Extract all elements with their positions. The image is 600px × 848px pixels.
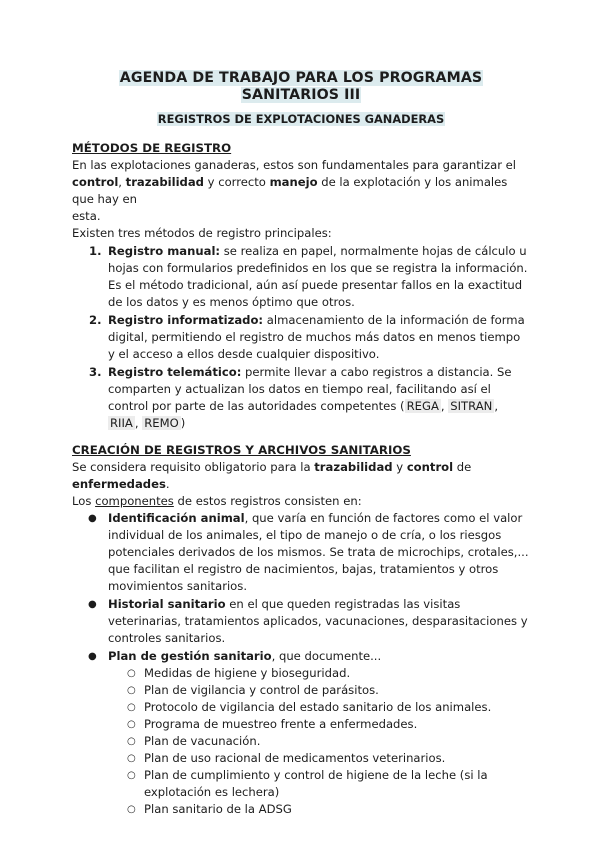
component-label: Identificación animal xyxy=(108,511,245,525)
circle-bullet-icon: ○ xyxy=(127,770,136,781)
circle-bullet-icon: ○ xyxy=(127,753,136,764)
comp-text: Los xyxy=(72,494,96,508)
component-text: , que varía en función de factores como el valor individual de los animales, el tipo de manejo o de cría, o los riesgos potenciales derivados de los mismos. Se trata de microchips, crotales,... que facilitan el registro de nacimientos, bajas, tratamientos y otros movimientos sanitarios. xyxy=(108,511,529,593)
keyword-trazabilidad: trazabilidad xyxy=(314,460,393,474)
method-text: permite llevar a cabo registros a distancia. Se comparten y actualizan los datos en tiempo real, facilitando así el control por parte de las autoridades competentes ( xyxy=(108,365,512,413)
circle-bullet-icon: ○ xyxy=(127,702,136,713)
method-text: se realiza en papel, normalmente hojas de cálculo u hojas con formularios predefinidos en los que se registra la información. Es el método tradicional, aún así puede presentar fallos en la exactitud de los datos y es menos óptimo que otros. xyxy=(108,244,528,309)
section-heading-metodos: MÉTODOS DE REGISTRO xyxy=(72,141,232,155)
list-number: 2. xyxy=(89,313,102,327)
method-text: almacenamiento de la información de forma digital, permitiendo el registro de muchos más datos en menos tiempo y el acceso a ellos desde cualquier dispositivo. xyxy=(108,313,525,361)
sublist-item xyxy=(108,767,530,801)
req-period: . xyxy=(165,477,170,491)
sublist-item xyxy=(108,750,530,767)
code-sitran: SITRAN xyxy=(450,399,493,413)
intro-paragraph xyxy=(72,157,530,225)
intro-line-c: esta. xyxy=(72,209,101,223)
list-number: 3. xyxy=(89,365,102,379)
bullet-icon: ● xyxy=(88,651,97,662)
code-sep: , xyxy=(134,416,143,430)
sublist-item xyxy=(108,699,530,716)
section-heading-creacion: CREACIÓN DE REGISTROS Y ARCHIVOS SANITARIOS xyxy=(72,443,411,457)
req-connector: de xyxy=(453,460,472,474)
code-remo: REMO xyxy=(144,416,179,430)
list-item xyxy=(72,510,530,595)
sublist-text: Protocolo de vigilancia del estado sanitario de los animales. xyxy=(144,700,492,714)
sublist-text: Plan de vigilancia y control de parásitos. xyxy=(144,683,379,697)
list-item xyxy=(72,312,530,363)
sublist-item xyxy=(108,665,530,682)
list-item xyxy=(72,243,530,311)
intro-connector: y correcto xyxy=(203,175,270,189)
sublist-item xyxy=(108,801,530,818)
component-text: , que documente... xyxy=(271,649,382,663)
subtitle-text: REGISTROS DE EXPLOTACIONES GANADERAS xyxy=(157,112,445,126)
list-item xyxy=(72,364,530,432)
code-riia: RIIA xyxy=(110,416,133,430)
keyword-control: control xyxy=(406,460,454,474)
requisito-line xyxy=(72,459,530,493)
intro-sep: , xyxy=(118,175,126,189)
circle-bullet-icon: ○ xyxy=(127,719,136,730)
list-item xyxy=(72,648,530,818)
page-subtitle xyxy=(72,111,530,127)
plan-sublist xyxy=(108,665,530,818)
methods-list xyxy=(72,243,530,432)
comp-text-rest: de estos registros consisten en: xyxy=(173,494,362,508)
sublist-text: Plan sanitario de la ADSG xyxy=(144,802,292,816)
circle-bullet-icon: ○ xyxy=(127,685,136,696)
title-line-2: SANITARIOS III xyxy=(241,87,361,103)
sublist-item xyxy=(108,682,530,699)
keyword-componentes: componentes xyxy=(95,494,174,508)
sublist-item xyxy=(108,733,530,750)
title-line-1: AGENDA DE TRABAJO PARA LOS PROGRAMAS xyxy=(119,70,483,86)
keyword-trazabilidad: trazabilidad xyxy=(125,175,204,189)
method-label: Registro informatizado: xyxy=(108,313,264,327)
component-text: en el que queden registradas las visitas veterinarias, tratamientos aplicados, vacunaciones, desparasitaciones y controles sanitarios. xyxy=(108,597,528,645)
sublist-item xyxy=(108,716,530,733)
sublist-text: Medidas de higiene y bioseguridad. xyxy=(144,666,351,680)
list-item xyxy=(72,596,530,647)
sublist-text: Plan de vacunación. xyxy=(144,734,261,748)
bullet-icon: ● xyxy=(88,513,97,524)
method-label: Registro telemático: xyxy=(108,365,242,379)
components-list xyxy=(72,510,530,818)
existen-line: Existen tres métodos de registro principales: xyxy=(72,226,332,240)
keyword-enfermedades: enfermedades xyxy=(72,477,166,491)
req-connector: y xyxy=(392,460,407,474)
page-title xyxy=(72,70,530,104)
req-text: Se considera requisito obligatorio para la xyxy=(72,460,315,474)
close-paren: ) xyxy=(180,416,186,430)
component-label: Plan de gestión sanitario xyxy=(108,649,272,663)
componentes-line xyxy=(72,493,530,510)
method-label: Registro manual: xyxy=(108,244,221,258)
sublist-text: Plan de uso racional de medicamentos veterinarios. xyxy=(144,751,446,765)
circle-bullet-icon: ○ xyxy=(127,804,136,815)
keyword-control: control xyxy=(72,175,119,189)
keyword-manejo: manejo xyxy=(269,175,318,189)
code-sep: , xyxy=(494,399,498,413)
intro-line-b-rest: de la explotación y los animales que hay en xyxy=(72,175,508,206)
code-rega: REGA xyxy=(406,399,439,413)
intro-line-a: En las explotaciones ganaderas, estos son fundamentales para garantizar el xyxy=(72,158,517,172)
sublist-text: Programa de muestreo frente a enfermedades. xyxy=(144,717,418,731)
bullet-icon: ● xyxy=(88,599,97,610)
code-sep: , xyxy=(440,399,449,413)
sublist-text: Plan de cumplimiento y control de higiene de la leche (si la explotación es lechera) xyxy=(144,768,488,799)
list-number: 1. xyxy=(89,244,102,258)
component-label: Historial sanitario xyxy=(108,597,226,611)
circle-bullet-icon: ○ xyxy=(127,668,136,679)
circle-bullet-icon: ○ xyxy=(127,736,136,747)
